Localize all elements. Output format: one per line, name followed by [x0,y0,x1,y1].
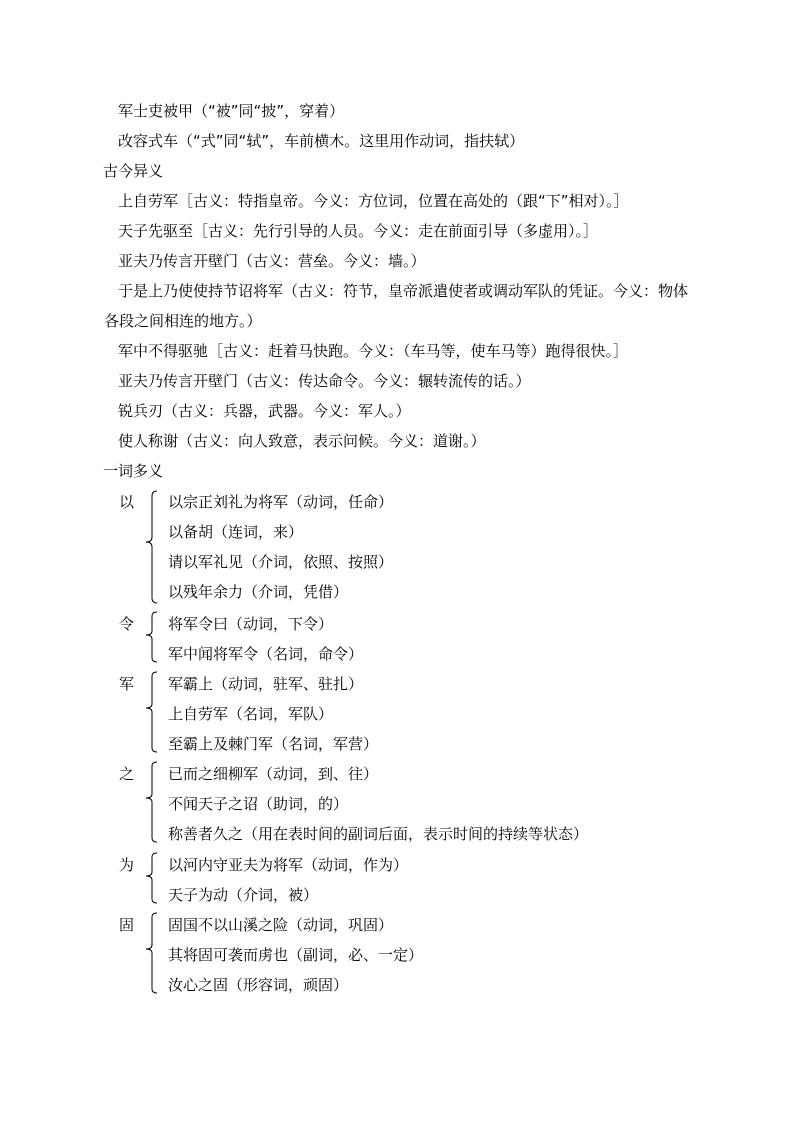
group-item: 以河内守亚夫为将军（动词，作为） [168,856,409,874]
group-item: 以宗正刘礼为将军（动词，任命） [168,493,394,511]
group-char: 军 [119,675,135,693]
group-item: 固国不以山溪之险（动词，巩固） [168,916,394,934]
group-item: 称善者久之（用在表时间的副词后面，表示时间的持续等状态） [168,825,589,843]
gujin-item: 天子先驱至［古义：先行引导的人员。今义：走在前面引导（多虚用）。］ [118,222,599,240]
group-char: 固 [119,916,135,934]
group-item: 不闻天子之诏（助词，的） [168,795,349,813]
group-item: 军中闻将军令（名词，命令） [168,645,364,663]
gujin-item: 亚夫乃传言开壁门（古义：传达命令。今义：辗转流传的话。） [118,372,531,390]
group-char: 为 [119,856,135,874]
gujin-item: 于是上乃使使持节诏将军（古义：符节，皇帝派遣使者或调动军队的凭证。今义：物体 [118,282,689,300]
group-item: 以残年余力（介词，凭借） [168,583,349,601]
brace-icon [144,761,158,843]
brace-icon [144,611,158,663]
group-item: 上自劳军（名词，军队） [168,705,334,723]
group-item: 至霸上及棘门军（名词，军营） [168,735,379,753]
section-heading: 一词多义 [103,462,164,480]
group-item: 天子为动（介词，被） [168,886,319,904]
gujin-item: 锐兵刃（古义：兵器，武器。今义：军人。） [118,402,411,420]
group-char: 之 [119,765,135,783]
text-line: 改容式车（“式”同“轼”，车前横木。这里用作动词，指扶轼） [118,132,525,150]
text-line: 军士吏被甲（“被”同“披”，穿着） [118,102,345,120]
gujin-item: 上自劳军［古义：特指皇帝。今义：方位词，位置在高处的（跟“下”相对）。］ [118,192,629,210]
group-char: 令 [119,615,135,633]
section-heading: 古今异义 [103,162,164,180]
group-item: 将军令曰（动词，下令） [168,615,334,633]
brace-icon [144,671,158,753]
group-item: 已而之细柳军（动词，到、往） [168,765,379,783]
brace-icon [144,490,158,604]
gujin-item: 使人称谢（古义：向人致意，表示问候。今义：道谢。） [118,432,486,450]
group-item: 军霸上（动词，驻军、驻扎） [168,675,364,693]
group-item: 请以军礼见（介词，依照、按照） [168,553,394,571]
group-char: 以 [119,493,135,511]
group-item: 其将固可袭而虏也（副词，必、一定） [168,946,424,964]
brace-icon [144,852,158,904]
brace-icon [144,912,158,994]
gujin-item: 军中不得驱驰［古义：赶着马快跑。今义：（车马等，使车马等）跑得很快。］ [118,342,629,360]
gujin-item: 亚夫乃传言开壁门（古义：营垒。今义：墙。） [118,252,426,270]
gujin-item-continuation: 各段之间相连的地方。） [104,312,262,330]
group-item: 汝心之固（形容词，顽固） [168,976,349,994]
group-item: 以备胡（连词，来） [168,523,304,541]
